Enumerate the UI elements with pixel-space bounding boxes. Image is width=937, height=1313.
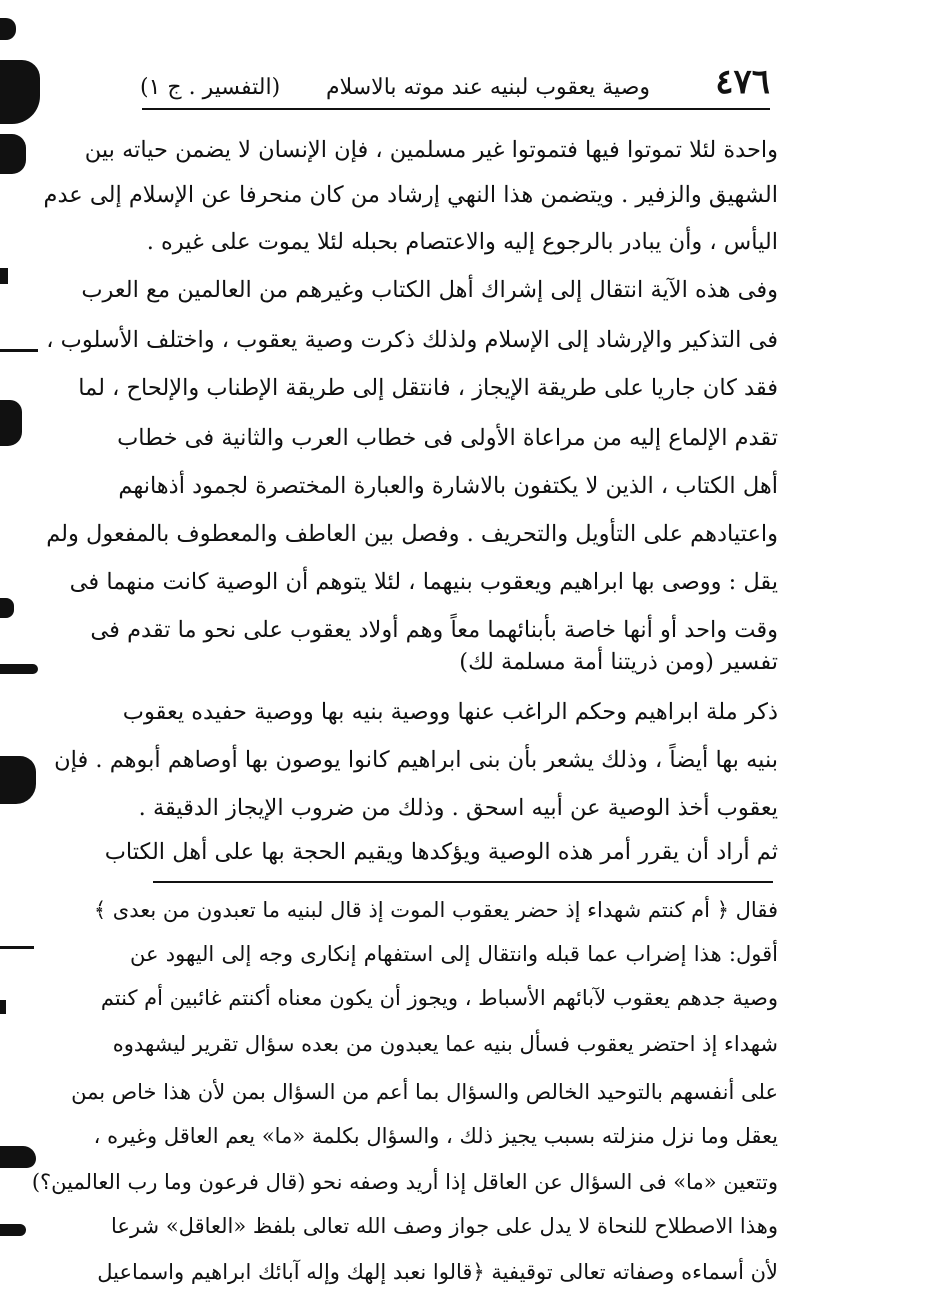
edge-mark: [0, 18, 16, 40]
edge-mark: [0, 60, 40, 124]
text-line: وتتعين «ما» فى السؤال عن العاقل إذا أريد وصفه نحو (قال فرعون وما رب العالمين؟): [31, 1170, 778, 1194]
text-line: يعقوب أخذ الوصية عن أبيه اسحق . وذلك من ضروب الإيجاز الدقيقة .: [138, 795, 778, 821]
text-line: اليأس ، وأن يبادر بالرجوع إليه والاعتصام بحبله لئلا يموت على غيره .: [146, 229, 778, 255]
text-line: يقل : ووصى بها ابراهيم ويعقوب بنيهما ، لئلا يتوهم أن الوصية كانت منهما فى: [69, 569, 778, 595]
edge-mark: [0, 1000, 6, 1014]
edge-mark: [0, 756, 36, 804]
text-line: وقت واحد أو أنها خاصة بأبنائهما معاً وهم أولاد يعقوب على نحو ما تقدم فى: [90, 617, 778, 643]
running-header: [140, 62, 770, 108]
page-number: ٤٧٦: [715, 62, 770, 102]
text-line: شهداء إذ احتضر يعقوب فسأل بنيه عما يعبدون من بعده سؤال تقرير ليشهدوه: [112, 1032, 778, 1056]
edge-mark: [0, 134, 26, 174]
text-line: واحدة لئلا تموتوا فيها فتموتوا غير مسلمين ، فإن الإنسان لا يضمن حياته بين: [84, 137, 778, 163]
text-line: وفى هذه الآية انتقال إلى إشراك أهل الكتاب وغيرهم من العالمين مع العرب: [81, 277, 778, 303]
text-line: تفسير (ومن ذريتنا أمة مسلمة لك): [459, 649, 778, 675]
text-line: وصية جدهم يعقوب لآبائهم الأسباط ، ويجوز أن يكون معناه أكنتم غائبين أم كنتم: [100, 986, 778, 1010]
text-line: ثم أراد أن يقرر أمر هذه الوصية ويؤكدها ويقيم الحجة بها على أهل الكتاب: [104, 839, 778, 865]
text-line: فقد كان جاريا على طريقة الإيجاز ، فانتقل إلى طريقة الإطناب والإلحاح ، لما: [78, 375, 778, 401]
text-line: الشهيق والزفير . ويتضمن هذا النهي إرشاد من كان منحرفا عن الإسلام إلى عدم: [43, 182, 778, 208]
text-line: فقال ﴿ أم كنتم شهداء إذ حضر يعقوب الموت إذ قال لبنيه ما تعبدون من بعدى ﴾: [93, 898, 778, 922]
edge-mark: [0, 1224, 26, 1236]
text-line: على أنفسهم بالتوحيد الخالص والسؤال بما أعم من السؤال بمن لأن هذا خاص بمن: [71, 1080, 778, 1104]
edge-mark: [0, 598, 14, 618]
edge-mark: [0, 664, 38, 674]
text-line: بنيه بها أيضاً ، وذلك يشعر بأن بنى ابراهيم كانوا يوصون بها أوصاهم أبوهم . فإن: [54, 747, 778, 773]
edge-mark: [0, 946, 34, 949]
text-line: ذكر ملة ابراهيم وحكم الراغب عنها ووصية بنيه بها ووصية حفيده يعقوب: [122, 699, 778, 725]
edge-mark: [0, 268, 8, 284]
text-line: واعتيادهم على التأويل والتحريف . وفصل بين العاطف والمعطوف بالمفعول ولم: [46, 521, 778, 547]
section-rule: [153, 881, 773, 883]
text-line: فى التذكير والإرشاد إلى الإسلام ولذلك ذكرت وصية يعقوب ، واختلف الأسلوب ،: [46, 327, 778, 353]
edge-mark: [0, 1146, 36, 1168]
header-book: (التفسير . ج ١): [140, 75, 281, 100]
text-line: لأن أسماءه وصفاته تعالى توقيفية ﴿قالوا نعبد إلهك وإله آبائك ابراهيم واسماعيل: [97, 1260, 778, 1284]
text-line: وهذا الاصطلاح للنحاة لا يدل على جواز وصف الله تعالى بلفظ «العاقل» شرعا: [111, 1214, 778, 1238]
text-line: تقدم الإلماع إليه من مراعاة الأولى فى خطاب العرب والثانية فى خطاب: [117, 425, 778, 451]
text-line: أقول: هذا إضراب عما قبله وانتقال إلى استفهام إنكارى وجه إلى اليهود عن: [130, 942, 778, 966]
edge-mark: [0, 349, 38, 352]
header-rule: [142, 108, 770, 110]
text-line: يعقل وما نزل منزلته بسبب يجيز ذلك ، والسؤال بكلمة «ما» يعم العاقل وغيره ،: [93, 1124, 778, 1148]
header-title: وصية يعقوب لبنيه عند موته بالاسلام: [326, 75, 650, 100]
edge-mark: [0, 400, 22, 446]
text-line: أهل الكتاب ، الذين لا يكتفون بالاشارة والعبارة المختصرة لجمود أذهانهم: [118, 473, 778, 499]
